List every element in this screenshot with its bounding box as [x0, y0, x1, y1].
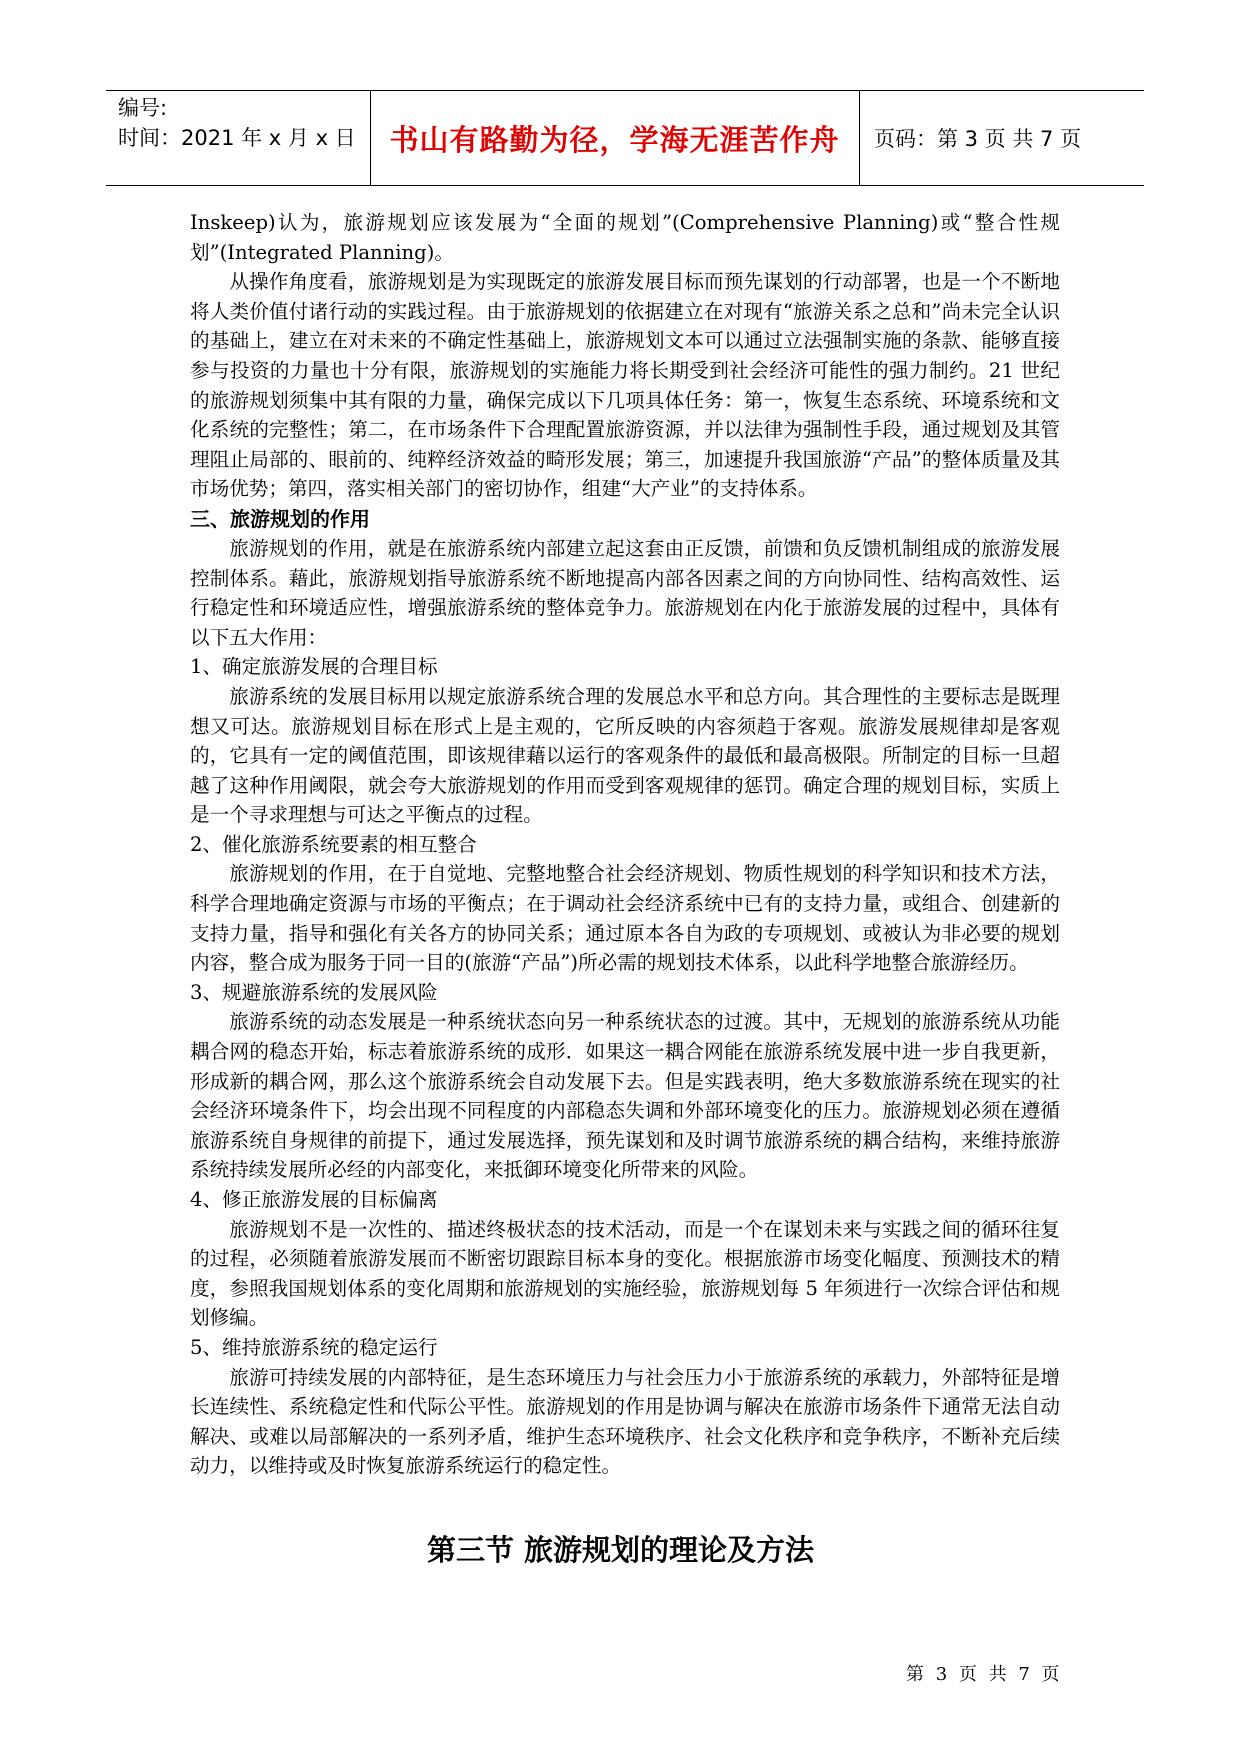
time-label: 时间：2021 年 x 月 x 日: [118, 126, 356, 150]
subsection-heading: 1、确定旅游发展的合理目标: [190, 655, 438, 679]
paragraph: Inskeep)认为，旅游规划应该发展为“全面的规划”(Comprehensive Planning)或“整合性规划”(Integrated Planning)。: [190, 211, 1060, 264]
section-heading: 三、旅游规划的作用: [190, 506, 370, 531]
subsection-heading: 2、催化旅游系统要素的相互整合: [190, 832, 477, 856]
number-label: 编号:: [118, 96, 168, 120]
subsection-heading: 5、维持旅游系统的稳定运行: [190, 1335, 438, 1359]
header-table: [106, 90, 1144, 186]
paragraph: 从操作角度看，旅游规划是为实现既定的旅游发展目标而预先谋划的行动部署，也是一个不断地将人类价值付诸行动的实践过程。由于旅游规划的依据建立在对现有“旅游关系之总和”尚未完全认识的基础上，建立在对未来的不确定性基础上，旅游规划文本可以通过立法强制实施的条款、能够直接参与投资的力量也十分有限，旅游规划的实施能力将长期受到社会经济可能性的强力制约。21 世纪的旅游规划须集中其有限的力量，确保完成以下几项具体任务：第一，恢复生态系统、环境系统和文化系统的完整性；第二，在市场条件下合理配置旅游资源，并以法律为强制性手段，通过规划及其管理阻止局部的、眼前的、纯粹经济效益的畸形发展；第三，加速提升我国旅游“产品”的整体质量及其市场优势；第四，落实相关部门的密切协作，组建“大产业”的支持体系。: [190, 270, 1060, 501]
header-motto: 书山有路勤为径，学海无涯苦作舟: [389, 122, 840, 157]
header-meta: [118, 93, 356, 153]
subsection-heading: 3、规避旅游系统的发展风险: [190, 980, 438, 1004]
paragraph: 旅游规划的作用，就是在旅游系统内部建立起这套由正反馈，前馈和负反馈机制组成的旅游发展控制体系。藉此，旅游规划指导旅游系统不断地提高内部各因素之间的方向协同性、结构高效性、运行稳定性和环境适应性，增强旅游系统的整体竞争力。旅游规划在内化于旅游发展的过程中，具体有以下五大作用：: [190, 536, 1060, 649]
paragraph: 旅游规划的作用，在于自觉地、完整地整合社会经济规划、物质性规划的科学知识和技术方法，科学合理地确定资源与市场的平衡点；在于调动社会经济系统中已有的支持力量，或组合、创建新的支持力量，指导和强化有关各方的协同关系；通过原本各自为政的专项规划、或被认为非必要的规划内容，整合成为服务于同一目的(旅游“产品”)所必需的规划技术体系，以此科学地整合旅游经历。: [190, 862, 1060, 975]
chapter-title: 第三节 旅游规划的理论及方法: [426, 1533, 815, 1567]
subsection-heading: 4、修正旅游发展的目标偏离: [190, 1188, 438, 1211]
page-footer: 第 3 页 共 7 页: [906, 1664, 1063, 1685]
paragraph: 旅游可持续发展的内部特征，是生态环境压力与社会压力小于旅游系统的承载力，外部特征是增长连续性、系统稳定性和代际公平性。旅游规划的作用是协调与解决在旅游市场条件下通常无法自动解决、或难以局部解决的一系列矛盾，维护生态环境秩序、社会文化秩序和竞争秩序，不断补充后续动力，以维持或及时恢复旅游系统运行的稳定性。: [190, 1365, 1060, 1478]
paragraph: 旅游系统的发展目标用以规定旅游系统合理的发展总水平和总方向。其合理性的主要标志是既理想又可达。旅游规划目标在形式上是主观的，它所反映的内容须趋于客观。旅游发展规律却是客观的，它具有一定的阈值范围，即该规律藉以运行的客观条件的最低和最高极限。所制定的目标一旦超越了这种作用阈限，就会夸大旅游规划的作用而受到客观规律的惩罚。确定合理的规划目标，实质上是一个寻求理想与可达之平衡点的过程。: [190, 684, 1060, 827]
document-body: [190, 208, 1060, 1481]
paragraph: 旅游规划不是一次性的、描述终极状态的技术活动，而是一个在谋划未来与实践之间的循环往复的过程，必须随着旅游发展而不断密切跟踪目标本身的变化。根据旅游市场变化幅度、预测技术的精度，参照我国规划体系的变化周期和旅游规划的实施经验，旅游规划每 5 年须进行一次综合评估和规划修编。: [190, 1217, 1060, 1330]
header-page-label: 页码：第 3 页 共 7 页: [874, 127, 1082, 151]
paragraph: 旅游系统的动态发展是一种系统状态向另一种系统状态的过渡。其中，无规划的旅游系统从功能耦合网的稳态开始，标志着旅游系统的成形．如果这一耦合网能在旅游系统发展中进一步自我更新，形成新的耦合网，那么这个旅游系统会自动发展下去。但是实践表明，绝大多数旅游系统在现实的社会经济环境条件下，均会出现不同程度的内部稳态失调和外部环境变化的压力。旅游规划必须在遵循旅游系统自身规律的前提下，通过发展选择，预先谋划和及时调节旅游系统的耦合结构，来维持旅游系统持续发展所必经的内部变化，来抵御环境变化所带来的风险。: [190, 1010, 1060, 1182]
header-divider: [859, 91, 860, 185]
